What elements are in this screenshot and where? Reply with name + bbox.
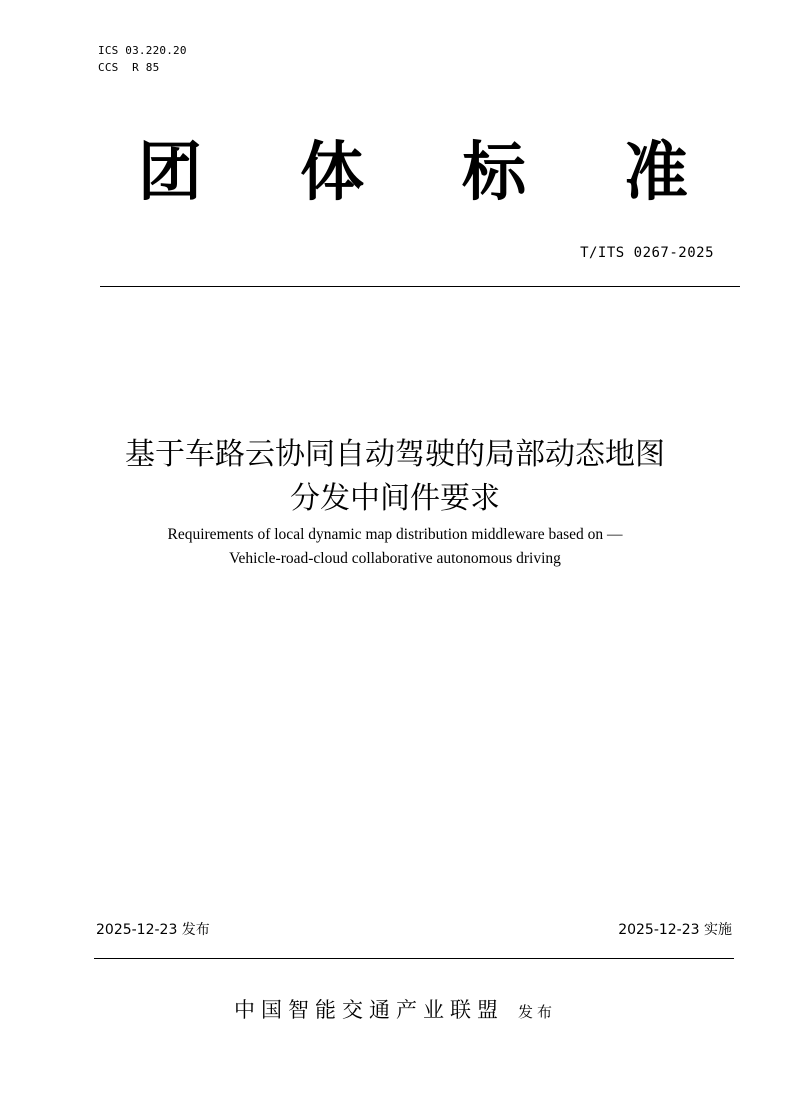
standard-type-char: 体 (300, 136, 364, 210)
classification-codes (98, 42, 187, 76)
publish-action: 发布 (517, 1003, 556, 1021)
publisher-line (0, 994, 790, 1024)
ics-code: ICS 03.220.20 (98, 44, 187, 57)
standard-type-char: 准 (624, 136, 688, 210)
standard-number: T/ITS 0267-2025 (580, 245, 714, 261)
english-title-line-1: Requirements of local dynamic map distribution middleware based on — (167, 526, 623, 543)
standard-type-char: 标 (462, 136, 526, 210)
chinese-title-line-1: 基于车路云协同自动驾驶的局部动态地图 (125, 437, 665, 472)
publisher-organization: 中国智能交通产业联盟 (233, 998, 504, 1022)
standard-type-char: 团 (138, 136, 202, 210)
ccs-code: CCS R 85 (98, 61, 160, 74)
header-divider (100, 286, 740, 287)
footer-divider (94, 958, 734, 959)
issue-date: 2025-12-23 发布 (96, 922, 210, 938)
chinese-title-line-2: 分发中间件要求 (290, 481, 500, 516)
implementation-date: 2025-12-23 实施 (618, 922, 732, 938)
standard-type-heading (118, 130, 708, 216)
english-title-line-2: Vehicle-road-cloud collaborative autonomous driving (229, 550, 561, 567)
